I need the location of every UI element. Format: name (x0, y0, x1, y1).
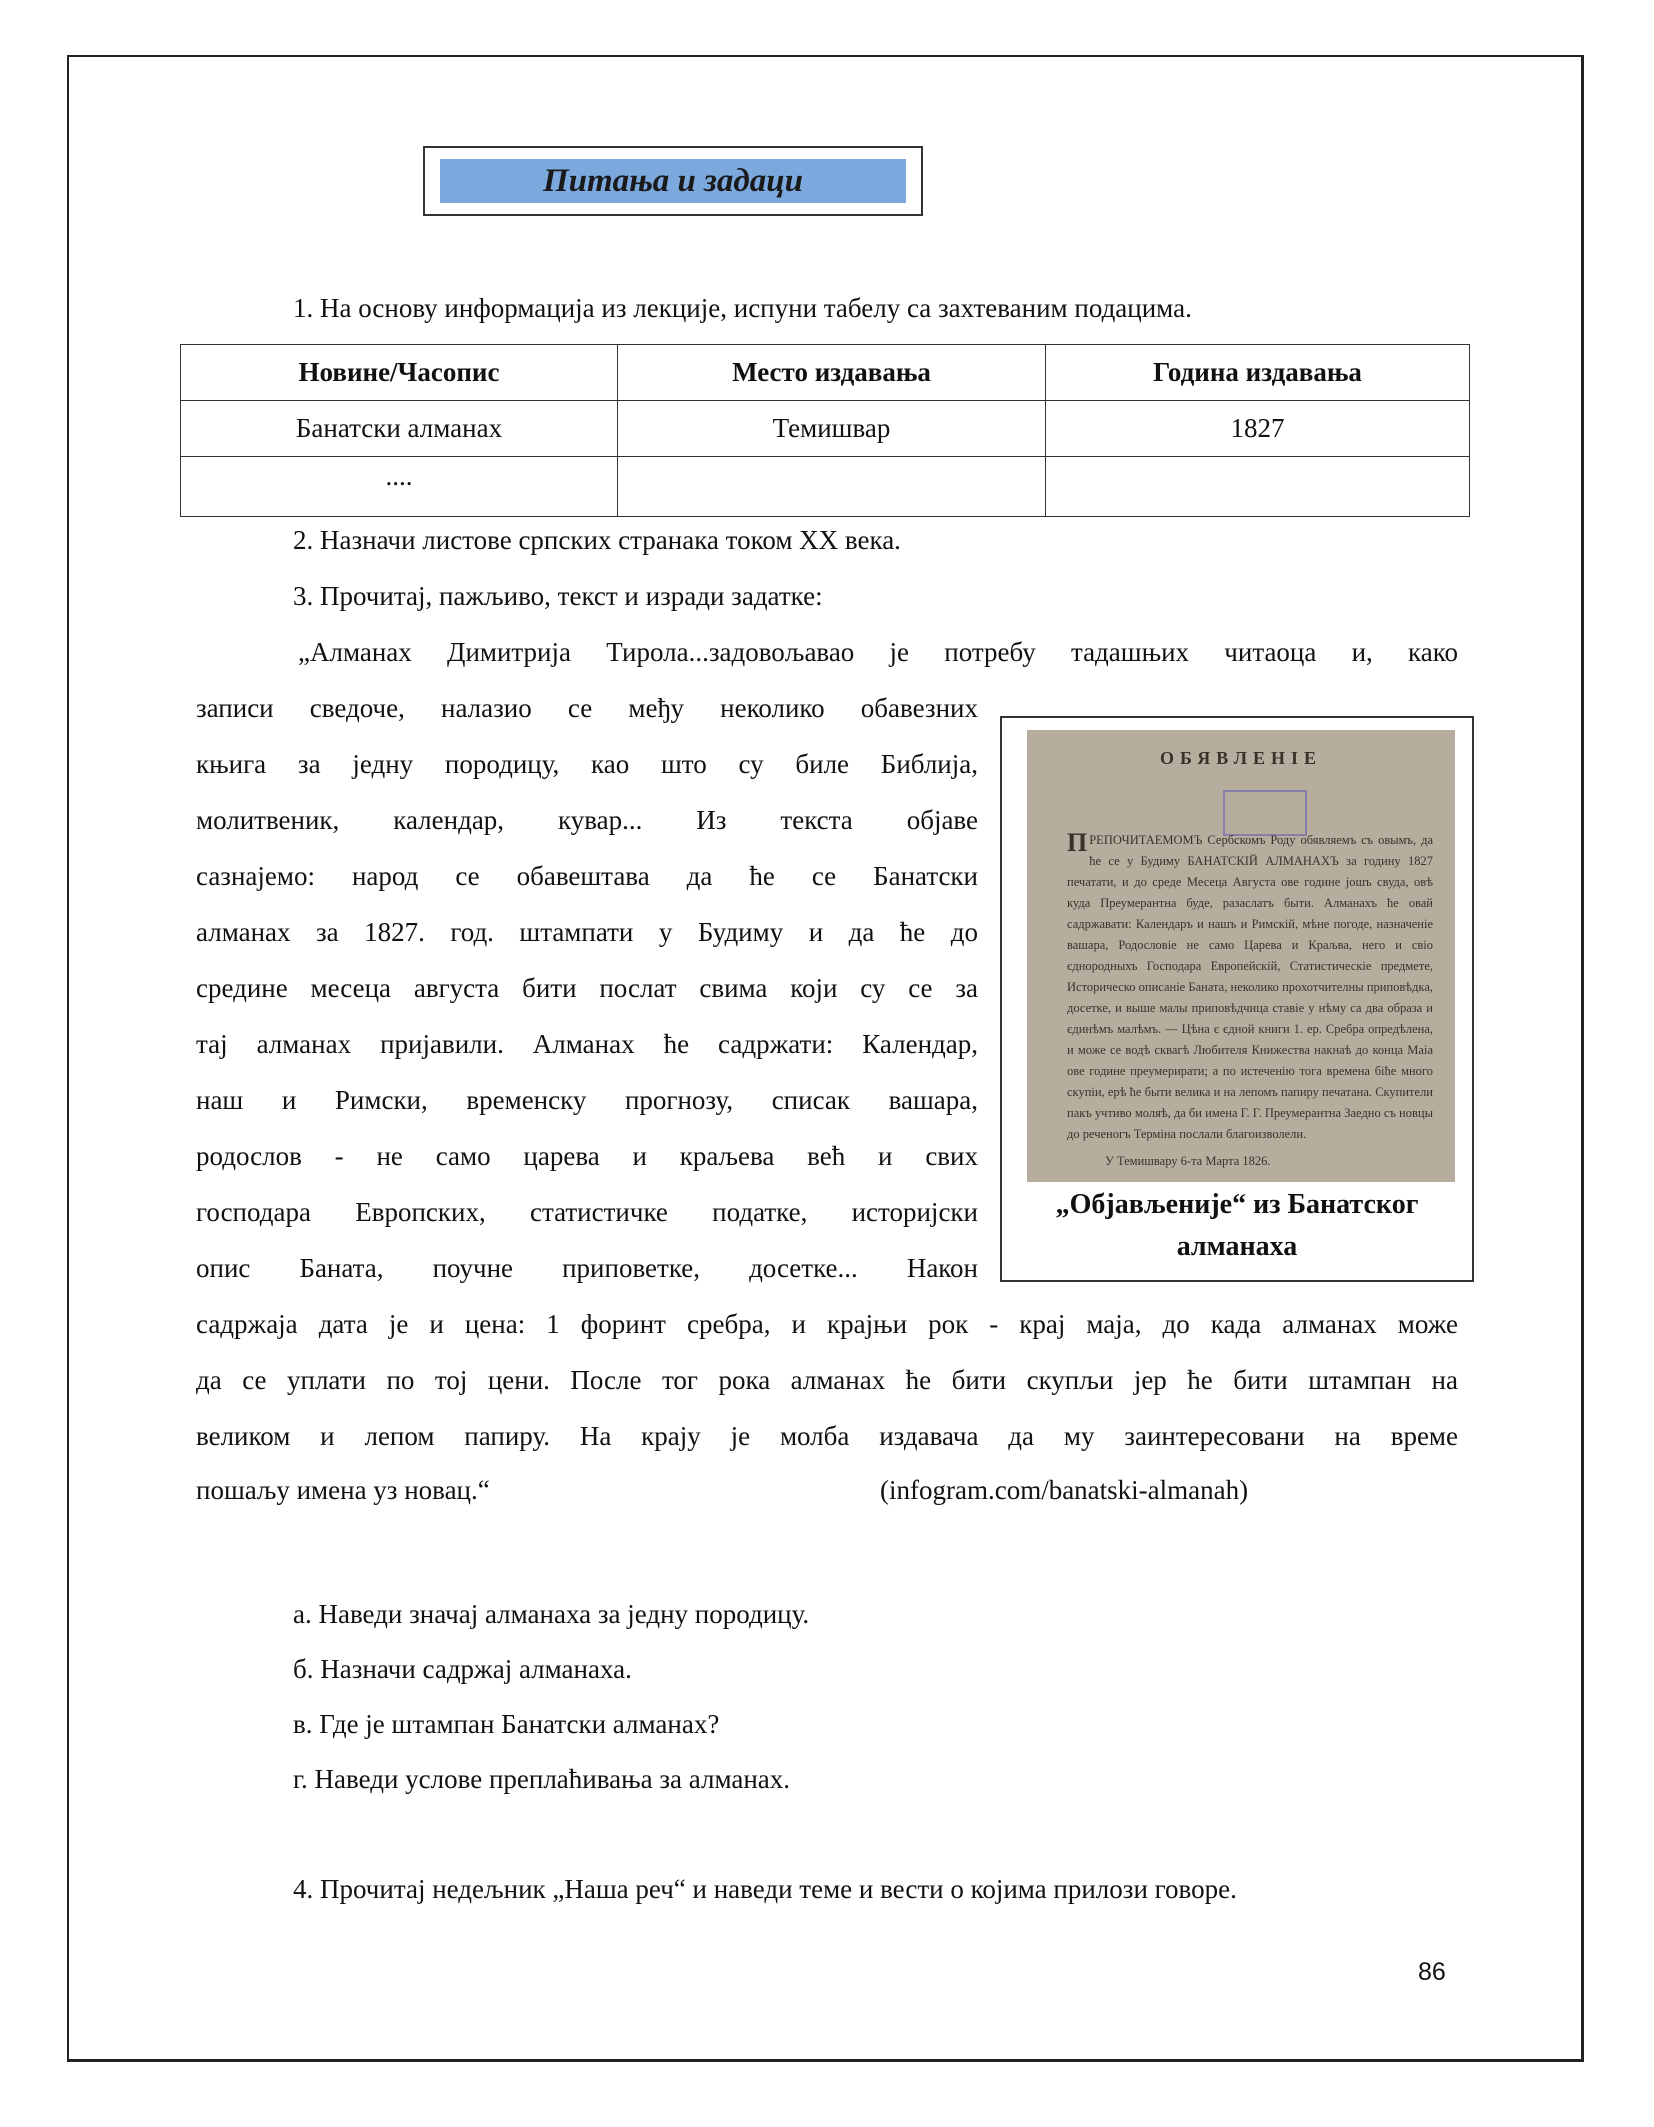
scan-drop-cap: П (1067, 828, 1088, 857)
quote-line: сазнајемо: народ се обавештава да ће се Банатски (196, 861, 978, 891)
quote-line: књига за једну породицу, као што су биле Библија, (196, 749, 978, 779)
subtask-v: в. Где је штампан Банатски алманах? (293, 1709, 720, 1739)
table-header-cell: Новине/Часопис (181, 345, 618, 401)
quote-line: молитвеник, календар, кувар... Из текста објаве (196, 805, 978, 835)
almanac-figure (1000, 716, 1474, 1282)
subtask-b: б. Назначи садржај алманаха. (293, 1654, 632, 1684)
quote-full-lines (196, 1296, 1458, 1464)
task-4: 4. Прочитај недељник „Наша реч“ и наведи теме и вести о којима прилози говоре. (293, 1874, 1237, 1904)
quote-line: средине месеца августа бити послат свима који су се за (196, 973, 978, 1003)
task-1: 1. На основу информација из лекције, испуни табелу са захтеваним подацима. (293, 293, 1192, 323)
scan-body-text: ПРЕПОЧИТАЕМОМЪ Сербскомъ Роду обявляемъ съ овымъ, да ће се у Будиму БАНАТСКIЙ АЛМАНАХЪ за годину 1827 печатати, и до среде Месеца Августа ове године јошъ свуда, овѣ куда Преумерантна буде, разаслатъ быти. Алманахъ ће овай садржавати: Календаръ и нашъ и Римскiй, мѣне погоде, назначенiе вашара, Родословiе не само Царева и Краљва, него и свiо єднородныхъ Господара Европейскiй, Статистическiе предмете, Историческо описанiе Баната, неколико прохотчителны приповѣдка, досетке, и выше малы приповѣдчица ставiе у нѣму са два образа и єдинѣмъ малѣмъ. — Цѣна є єдной книги 1. ер. Сребра опредѣлена, и може се водѣ сквагѣ Любителя Книжества накнаѣ до конца Маia ове године преумерирати; а по истеченiю тога времена бiће много скупiи, ерѣ ће быти велика и на лепомъ папиру печатана. Скупители пакъ учтиво моляѣ, да би имена Г. Г. Преумерантна Заедно съ новцы до реченогъ Термiна послали благоизволели. (1067, 828, 1433, 1141)
table-cell (618, 457, 1046, 517)
figure-caption (1002, 1184, 1472, 1268)
table-cell: .... (181, 457, 618, 517)
data-table (180, 344, 1470, 517)
almanac-scan-image (1027, 730, 1455, 1182)
quote-line: опис Баната, поучне приповетке, досетке... Након (196, 1253, 978, 1283)
scan-title: ОБЯВЛЕНIЕ (1159, 748, 1323, 768)
quote-line: садржаја дата је и цена: 1 форинт сребра, и крајњи рок - крај маја, до када алманах може (196, 1309, 1458, 1339)
scan-footer: У Темишвару 6-та Марта 1826. (1105, 1154, 1271, 1168)
table-cell: Банатски алманах (181, 401, 618, 457)
quote-line: алманах за 1827. год. штампати у Будиму и да ће до (196, 917, 978, 947)
quote-line: господара Европских, статистичке податке, историјски (196, 1197, 978, 1227)
section-title: Питања и задаци (440, 159, 906, 203)
task-3: 3. Прочитај, пажљиво, текст и изради задатке: (293, 581, 823, 611)
quote-source: (infogram.com/banatski-almanah) (880, 1475, 1249, 1505)
table-cell: 1827 (1046, 401, 1470, 457)
table-header-cell: Година издавања (1046, 345, 1470, 401)
quote-line: наш и Римски, временску прогнозу, списак вашара, (196, 1085, 978, 1115)
quote-end: пошаљу имена уз новац.“ (196, 1475, 490, 1505)
table-cell: Темишвар (618, 401, 1046, 457)
quote-first-line (298, 624, 1458, 680)
task-2: 2. Назначи листове српских странака током XX века. (293, 525, 901, 555)
quote-line: великом и лепом папиру. На крају је молба издавача да му заинтересовани на време (196, 1421, 1458, 1451)
quote-left-column (196, 680, 978, 1296)
section-title-box (423, 146, 923, 216)
quote-line: да се уплати по тој цени. После тог рока алманах ће бити скупљи јер ће бити штампан на (196, 1365, 1458, 1395)
table-cell (1046, 457, 1470, 517)
table-header-cell: Место издавања (618, 345, 1046, 401)
quote-line: записи сведоче, налазио се међу неколико обавезних (196, 693, 978, 723)
caption-line: алманаха (1176, 1231, 1298, 1262)
table-row (181, 457, 1470, 517)
subtask-a: а. Наведи значај алманаха за једну породицу. (293, 1599, 810, 1629)
quote-line: родослов - не само царева и краљева већ и свих (196, 1141, 978, 1171)
table-header-row (181, 345, 1470, 401)
subtask-g: г. Наведи услове преплаћивања за алманах. (293, 1764, 791, 1794)
quote-line: тај алманах пријавили. Алманах ће садржати: Календар, (196, 1029, 978, 1059)
caption-line: „Објављеније“ из Банатског (1055, 1189, 1419, 1220)
quote-line: „Алманах Димитрија Тирола...задовољавао је потребу тадашњих читаоца и, како (298, 637, 1458, 667)
table-row (181, 401, 1470, 457)
page-number: 86 (1418, 1958, 1446, 1986)
